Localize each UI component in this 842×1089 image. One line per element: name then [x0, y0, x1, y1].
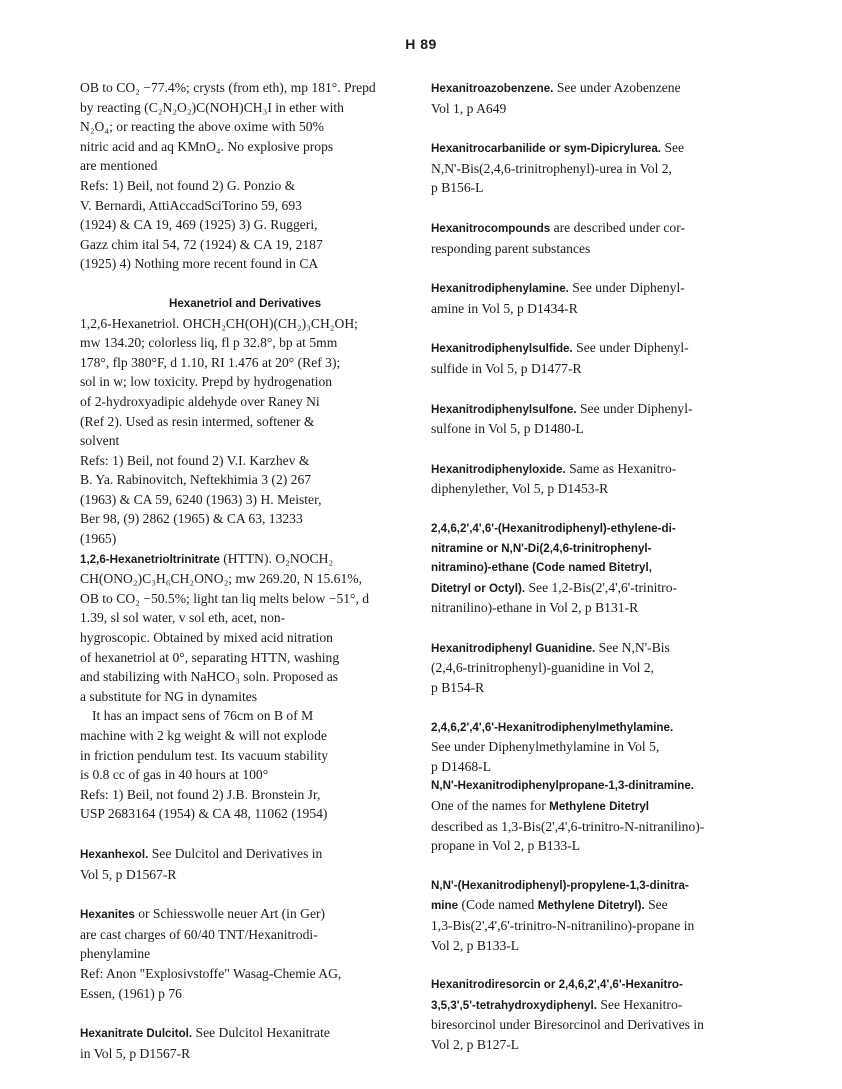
entry-hexanitrocarbanilide [431, 138, 749, 198]
text-line: N₂O₄; or reacting the above oxime with 50% [80, 119, 324, 135]
entry-hexanetriol [80, 294, 410, 549]
text-line: (2,4,6-trinitrophenyl)-guanidine in Vol 2, [431, 660, 655, 676]
entry-text: See 1,2-Bis(2',4',6'-trinitro- [528, 579, 678, 595]
text-line [431, 895, 749, 916]
entry-title: Hexanitrodiphenyl Guanidine. [431, 641, 596, 655]
text-line: (1924) & CA 19, 469 (1925) 3) G. Ruggeri, [80, 217, 318, 233]
entry-title: Hexanitrocarbanilide or sym-Dipicrylurea. [431, 142, 662, 156]
entry-title: Hexanitrodiresorcin or 2,4,6,2',4',6'-Hexanitro- [431, 978, 683, 992]
text-line [80, 844, 410, 865]
entry-title: N,N'-(Hexanitrodiphenyl)-propylene-1,3-dinitra- [431, 878, 689, 892]
text-line [431, 338, 749, 359]
entry-hexanitrodiphenyloxide [431, 459, 749, 499]
entry-title: Hexanhexol. [80, 847, 149, 861]
text-line: sol in w; low toxicity. Prepd by hydrogenation [80, 374, 333, 390]
entry-title: Methylene Ditetryl [549, 800, 650, 814]
text-line: Refs: 1) Beil, not found 2) V.I. Karzhev & [80, 452, 310, 468]
text-line [431, 796, 749, 817]
text-line: 178°, flp 380°F, d 1.10, RI 1.476 at 20° (Ref 3); [80, 354, 341, 370]
entry-hexanhexol [80, 844, 410, 884]
entry-hexanitrodiphenylsulfide [431, 338, 749, 378]
text-line: in friction pendulum test. Its vacuum stability [80, 747, 329, 763]
text-line: sulfide in Vol 5, p D1477-R [431, 360, 582, 376]
text-line: are mentioned [80, 158, 158, 174]
text-line: nitric acid and aq KMnO₄. No explosive props [80, 138, 334, 154]
text-line: phenylamine [80, 946, 151, 962]
entry-oxime-continuation [80, 78, 410, 274]
entry-text: are described under cor- [553, 219, 686, 235]
entry-text: See under Diphenyl- [580, 400, 693, 416]
entry-hexanitrodiphenylpropane [431, 776, 749, 855]
text-line: Vol 2, p B127-L [431, 1036, 520, 1052]
text-line: (1965) [80, 531, 117, 547]
text-line: by reacting (C₂N₂O₂)C(NOH)CH₃I in ether with [80, 99, 344, 115]
text-line: nitranilino)-ethane in Vol 2, p B131-R [431, 600, 639, 616]
entry-text: One of the names for [431, 798, 550, 814]
text-line: It has an impact sens of 76cm on B of M [92, 708, 314, 724]
text-line: machine with 2 kg weight & will not explode [80, 728, 327, 743]
text-line: 1,3-Bis(2',4',6'-trinitro-N-nitranilino)-propane in [431, 918, 695, 933]
text-line: mw 134.20; colorless liq, fl p 32.8°, bp at 5mm [80, 335, 338, 351]
text-line: See under Diphenylmethylamine in Vol 5, [431, 739, 660, 755]
entry-propylene-dinitramine [431, 876, 749, 955]
entry-title: Methylene Ditetryl). [537, 899, 645, 913]
text-line [431, 138, 749, 159]
text-line: Vol 2, p B133-L [431, 937, 520, 953]
text-line: p B154-R [431, 680, 485, 696]
text-line: p B156-L [431, 180, 484, 196]
entry-hexanitrodiphenylsulfone [431, 399, 749, 439]
entry-text: (Code named [458, 897, 538, 913]
text-line: USP 2683164 (1954) & CA 48, 11062 (1954) [80, 806, 328, 822]
entry-title: Hexanitrodiphenylsulfide. [431, 342, 573, 356]
entry-title: Hexanitrodiphenylamine. [431, 282, 569, 296]
entry-text: or Schiesswolle neuer Art (in Ger) [138, 906, 326, 922]
text-line: (1925) 4) Nothing more recent found in CA [80, 256, 319, 272]
entry-text: See under Diphenyl- [576, 340, 689, 356]
entry-title: nitramino)-ethane (Code named Bitetryl, [431, 561, 652, 575]
entry-title: Hexanitrodiphenylsulfone. [431, 402, 577, 416]
entry-hexanitrocompounds [431, 218, 749, 258]
text-line [431, 399, 749, 420]
entry-title: 1,2,6-Hexanetrioltrinitrate [80, 552, 220, 566]
text-line: Vol 5, p D1567-R [80, 866, 177, 882]
entry-title: mine [431, 899, 459, 913]
entry-text: See [664, 140, 685, 156]
text-line: propane in Vol 2, p B133-L [431, 838, 581, 854]
text-line: CH(ONO₂)C₃H₆CH₂ONO₂; mw 269.20, N 15.61%, [80, 571, 362, 587]
text-line: in Vol 5, p D1567-R [80, 1045, 191, 1061]
text-line [431, 459, 749, 480]
entry-title: Hexanitrocompounds [431, 221, 551, 235]
text-line: and stabilizing with NaHCO₃ soln. Proposed as [80, 669, 339, 685]
entry-hexanitrodiphenyl-guanidine [431, 638, 749, 698]
text-line: (Ref 2). Used as resin intermed, softener & [80, 413, 315, 429]
entry-text: Same as Hexanitro- [569, 460, 677, 476]
text-line: p D1468-L [431, 758, 492, 774]
entry-title: 2,4,6,2',4',6'-(Hexanitrodiphenyl)-ethylene-di- [431, 521, 676, 535]
text-line: responding parent substances [431, 240, 591, 256]
text-line [431, 995, 749, 1016]
entry-title: 2,4,6,2',4',6'-Hexanitrodiphenylmethylamine. [431, 720, 674, 734]
text-line: Gazz chim ital 54, 72 (1924) & CA 19, 2187 [80, 236, 323, 252]
text-line [80, 904, 410, 925]
entry-text: See under Azobenzene [556, 80, 681, 95]
entry-hexanitroazobenzene [431, 78, 749, 118]
entry-hexanetrioltrinitrate [80, 549, 410, 824]
text-line [80, 1023, 410, 1044]
text-line: B. Ya. Rabinovitch, Neftekhimia 3 (2) 267 [80, 472, 312, 488]
entry-text: See Hexanitro- [600, 996, 683, 1012]
text-line: OB to CO₂ −77.4%; crysts (from eth), mp 181°. Prepd [80, 80, 376, 95]
text-line: Refs: 1) Beil, not found 2) J.B. Bronstein Jr, [80, 786, 321, 802]
entry-text: See Dulcitol and Derivatives in [151, 845, 323, 861]
entry-title: Hexanitrodiphenyloxide. [431, 462, 566, 476]
text-line: described as 1,3-Bis(2',4',6-trinitro-N-nitranilino)- [431, 818, 705, 834]
text-line: is 0.8 cc of gas in 40 hours at 100° [80, 767, 269, 783]
text-line: Ref: Anon "Explosivstoffe" Wasag-Chemie AG, [80, 965, 342, 981]
text-line: Refs: 1) Beil, not found 2) G. Ponzio & [80, 177, 296, 193]
text-line: of hexanetriol at 0°, separating HTTN, washing [80, 649, 340, 665]
text-line: amine in Vol 5, p D1434-R [431, 300, 578, 316]
text-line: OB to CO₂ −50.5%; light tan liq melts below −51°, d [80, 590, 370, 606]
entry-text: See Dulcitol Hexanitrate [195, 1025, 330, 1041]
text-line [431, 278, 749, 299]
text-line: a substitute for NG in dynamites [80, 688, 258, 704]
left-column [80, 78, 410, 1081]
text-line [431, 218, 749, 239]
text-line: Essen, (1961) p 76 [80, 985, 182, 1001]
text-line [431, 78, 749, 99]
text-line: solvent [80, 433, 120, 449]
page-header: H 89 [405, 36, 437, 52]
text-line: of 2-hydroxyadipic aldehyde over Raney Ni [80, 393, 320, 409]
text-line: (1963) & CA 59, 6240 (1963) 3) H. Meister, [80, 491, 322, 507]
text-line: N,N'-Bis(2,4,6-trinitrophenyl)-urea in Vol 2, [431, 160, 672, 176]
entry-title: Hexanitroazobenzene. [431, 82, 554, 95]
entry-hexanitrate-dulcitol [80, 1023, 410, 1063]
section-heading: Hexanetriol and Derivatives [168, 296, 322, 310]
entry-title: Ditetryl or Octyl). [431, 581, 526, 595]
entry-hexanites [80, 904, 410, 1003]
text-line [431, 638, 749, 659]
entry-title: 3,5,3',5'-tetrahydroxydiphenyl. [431, 998, 597, 1012]
entry-ethylene-dinitramine [431, 519, 749, 618]
entry-text: (HTTN). O₂NOCH₂ [219, 550, 334, 566]
text-line [80, 549, 410, 570]
right-column [431, 78, 749, 1073]
entry-text: See [644, 897, 668, 913]
entry-text: See N,N'-Bis [598, 639, 670, 655]
entry-hexanitrodiresorcin [431, 975, 749, 1054]
text-line: biresorcinol under Biresorcinol and Derivatives in [431, 1017, 704, 1033]
text-line: hygroscopic. Obtained by mixed acid nitration [80, 630, 333, 646]
text-line: Vol 1, p A649 [431, 100, 507, 116]
text-line: Ber 98, (9) 2862 (1965) & CA 63, 13233 [80, 511, 303, 527]
entry-title: Hexanitrate Dulcitol. [80, 1027, 193, 1041]
entry-title: N,N'-Hexanitrodiphenylpropane-1,3-dinitramine. [431, 779, 695, 793]
text-line: sulfone in Vol 5, p D1480-L [431, 421, 584, 437]
entry-text: See under Diphenyl- [572, 280, 685, 296]
text-line: 1,2,6-Hexanetriol. OHCH₂CH(OH)(CH₂)₃CH₂OH; [80, 315, 358, 331]
text-line: diphenylether, Vol 5, p D1453-R [431, 481, 609, 497]
entry-hexanitrodiphenylamine [431, 278, 749, 318]
text-line: 1.39, sl sol water, v sol eth, acet, non- [80, 610, 286, 626]
text-line: are cast charges of 60/40 TNT/Hexanitrodi- [80, 926, 318, 942]
text-line [431, 578, 749, 599]
entry-hexanitrodiphenylmethylamine [431, 718, 749, 777]
entry-title: Hexanites [80, 908, 135, 922]
entry-title: nitramine or N,N'-Di(2,4,6-trinitrophenyl- [431, 541, 652, 555]
text-line: V. Bernardi, AttiAccadSciTorino 59, 693 [80, 197, 302, 213]
